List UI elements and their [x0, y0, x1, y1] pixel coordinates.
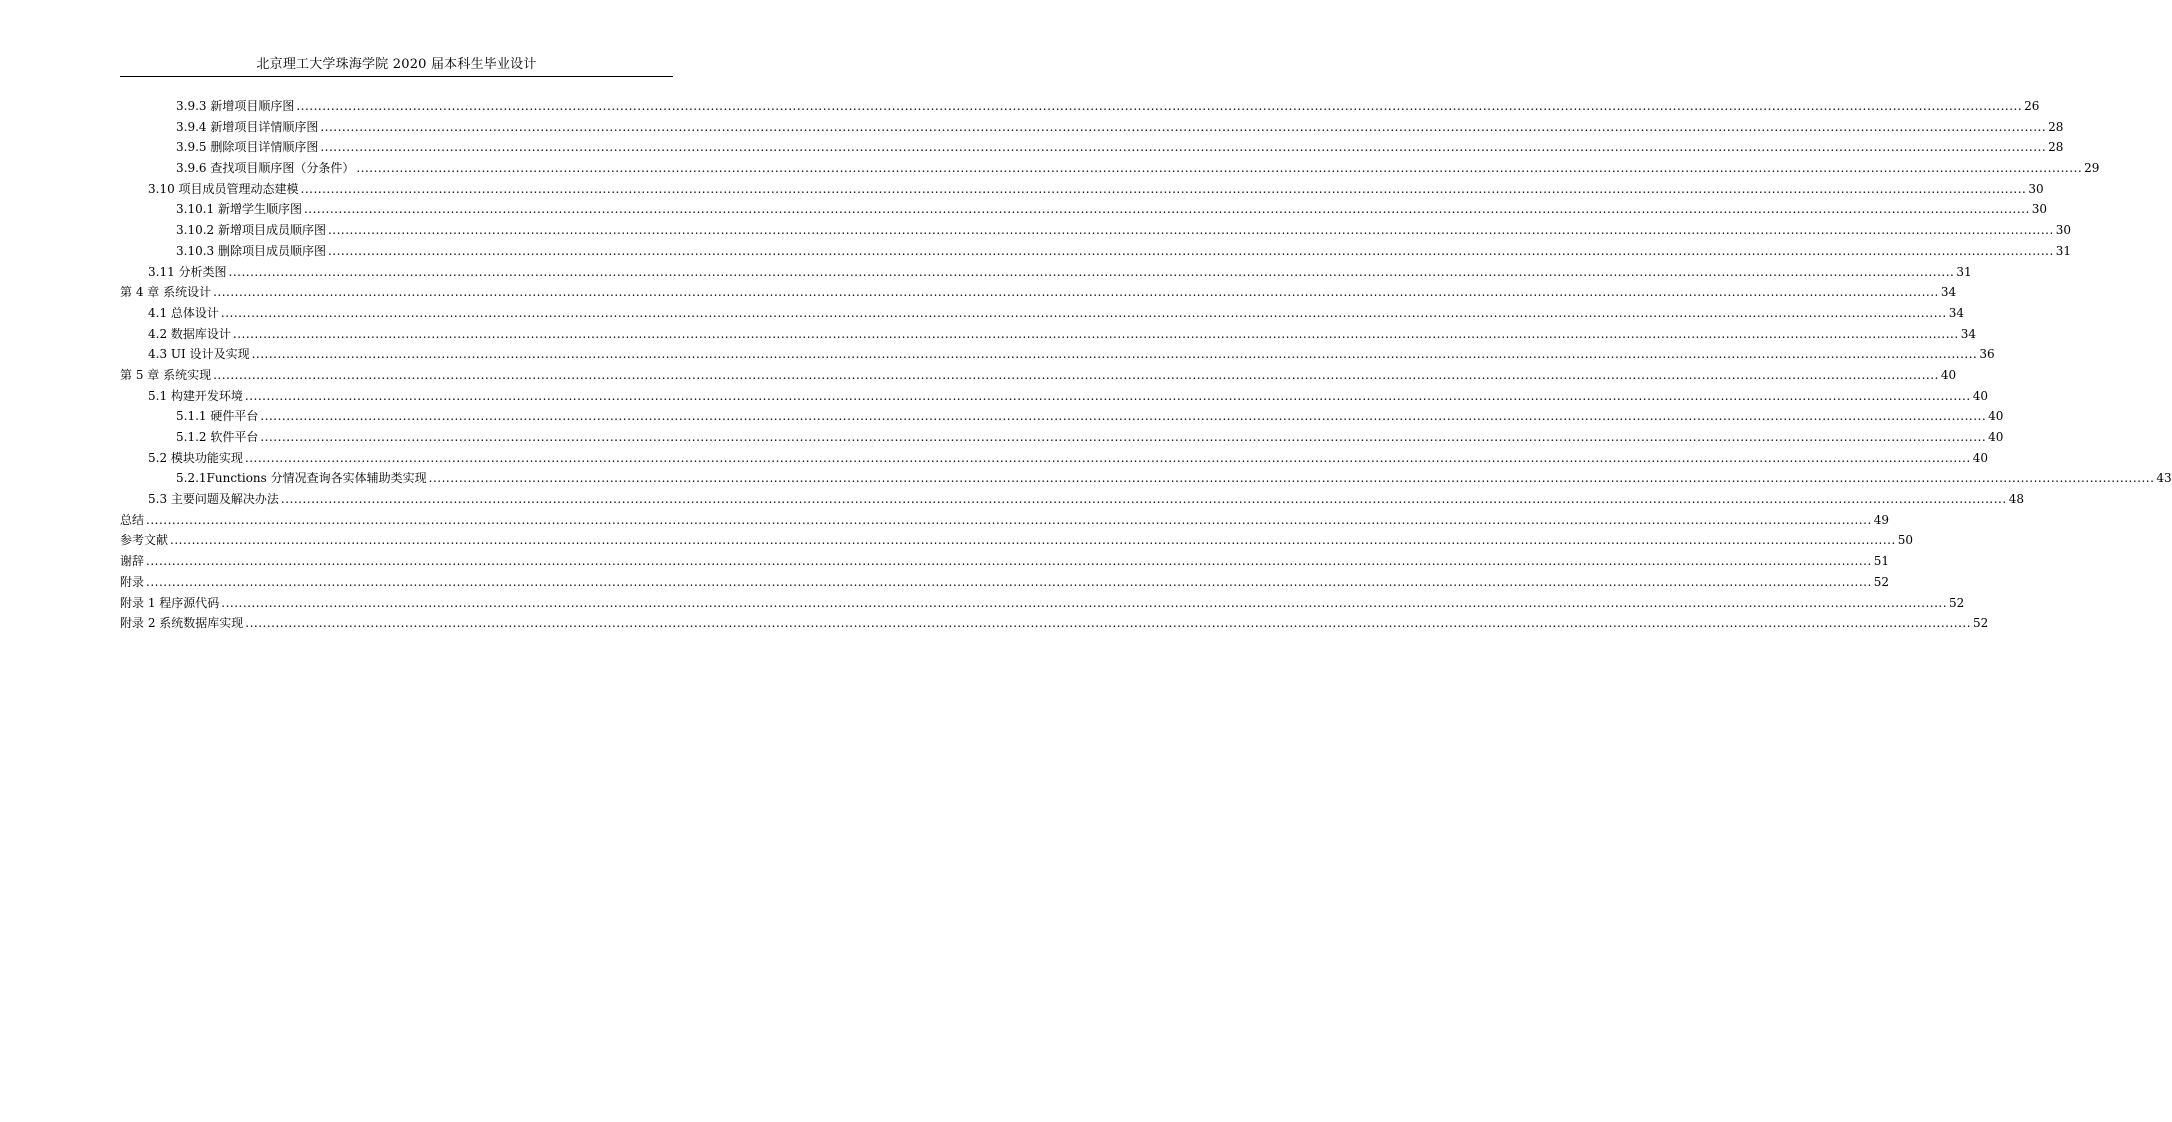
- toc-entry[interactable]: [120, 448, 1988, 469]
- toc-entry[interactable]: [120, 179, 2044, 200]
- toc-entry-page-number: 43: [2156, 471, 2172, 486]
- toc-entry-title: 第 5 章 系统实现: [120, 367, 212, 382]
- toc-entry[interactable]: [120, 199, 2048, 220]
- toc-entry-title: 参考文献: [120, 533, 169, 548]
- toc-entry-page-number: 31: [2055, 243, 2072, 258]
- toc-dot-leader: ................................................................................................................................................................................................................................................................................................................................................................................................................: [228, 264, 1955, 279]
- toc-dot-leader: ................................................................................................................................................................................................................................................................................................................................................................................................................: [232, 326, 1959, 341]
- toc-entry[interactable]: [120, 386, 1988, 407]
- toc-dot-leader: ................................................................................................................................................................................................................................................................................................................................................................................................................: [300, 181, 2027, 196]
- toc-dot-leader: ................................................................................................................................................................................................................................................................................................................................................................................................................: [245, 616, 1972, 631]
- toc-entry-page-number: 30: [2055, 223, 2072, 238]
- toc-dot-leader: ................................................................................................................................................................................................................................................................................................................................................................................................................: [251, 347, 1978, 362]
- toc-entry-page-number: 26: [2024, 99, 2040, 113]
- toc-entry[interactable]: [120, 158, 2100, 179]
- toc-entry-title: 3.10.2 新增项目成员顺序图: [176, 223, 326, 238]
- toc-entry-page-number: 28: [2048, 119, 2064, 134]
- toc-entry-title: 3.10.3 删除项目成员顺序图: [176, 243, 326, 258]
- toc-entry[interactable]: [120, 344, 1995, 365]
- toc-dot-leader: ................................................................................................................................................................................................................................................................................................................................................................................................................: [244, 388, 1971, 403]
- toc-entry-title: 总结: [120, 512, 145, 527]
- toc-entry[interactable]: [120, 572, 1890, 593]
- toc-entry-title: 3.9.4 新增项目详情顺序图: [176, 119, 319, 134]
- toc-dot-leader: ................................................................................................................................................................................................................................................................................................................................................................................................................: [260, 430, 1987, 444]
- toc-entry[interactable]: [120, 220, 2072, 241]
- toc-dot-leader: ................................................................................................................................................................................................................................................................................................................................................................................................................: [146, 554, 1872, 569]
- toc-dot-leader: ................................................................................................................................................................................................................................................................................................................................................................................................................: [280, 492, 2007, 507]
- toc-dot-leader: ................................................................................................................................................................................................................................................................................................................................................................................................................: [170, 533, 1896, 548]
- toc-entry[interactable]: [120, 117, 2064, 138]
- toc-entry-title: 附录 2 系统数据库实现: [120, 616, 244, 631]
- toc-entry-title: 5.1.2 软件平台: [176, 430, 259, 444]
- toc-entry-page-number: 52: [1973, 616, 1989, 631]
- toc-entry-page-number: 34: [1960, 326, 1976, 341]
- toc-dot-leader: ................................................................................................................................................................................................................................................................................................................................................................................................................: [428, 471, 2155, 486]
- toc-entry-title: 5.2.1Functions 分情况查询各实体辅助类实现: [176, 471, 427, 486]
- toc-entry-page-number: 28: [2048, 140, 2064, 155]
- page-header: 北京理工大学珠海学院 2020 届本科生毕业设计: [256, 57, 537, 72]
- toc-dot-leader: ................................................................................................................................................................................................................................................................................................................................................................................................................: [303, 202, 2030, 217]
- toc-entry-title: 3.9.3 新增项目顺序图: [176, 99, 295, 113]
- toc-entry-title: 4.2 数据库设计: [148, 326, 231, 341]
- toc-entry-page-number: 52: [1873, 574, 1890, 589]
- toc-entry[interactable]: [120, 530, 1914, 551]
- toc-entry-page-number: 40: [1972, 450, 1988, 465]
- toc-entry-page-number: 30: [2031, 202, 2048, 217]
- toc-entry-page-number: 34: [1948, 305, 1964, 320]
- toc-dot-leader: ................................................................................................................................................................................................................................................................................................................................................................................................................: [356, 161, 2083, 176]
- toc-entry-title: 附录: [120, 574, 145, 589]
- toc-entry[interactable]: [120, 303, 1964, 324]
- toc-entry-title: 3.11 分析类图: [148, 264, 227, 279]
- toc-entry[interactable]: [120, 489, 2024, 510]
- toc-dot-leader: ................................................................................................................................................................................................................................................................................................................................................................................................................: [213, 367, 1939, 382]
- toc-entry-title: 4.1 总体设计: [148, 305, 219, 320]
- toc-entry[interactable]: [120, 137, 2064, 158]
- toc-entry[interactable]: [120, 510, 1890, 531]
- toc-dot-leader: ................................................................................................................................................................................................................................................................................................................................................................................................................: [296, 99, 2023, 113]
- header-rule: [120, 76, 673, 77]
- toc-entry-page-number: 40: [1972, 388, 1988, 403]
- toc-entry[interactable]: [120, 593, 1965, 614]
- toc-entry[interactable]: [120, 324, 1976, 345]
- toc-entry-title: 3.9.6 查找项目顺序图（分条件）: [176, 161, 355, 176]
- toc-entry-title: 4.3 UI 设计及实现: [148, 347, 250, 362]
- toc-entry-title: 谢辞: [120, 554, 145, 569]
- toc-entry-title: 第 4 章 系统设计: [120, 285, 212, 300]
- toc-entry-page-number: 40: [1940, 367, 1957, 382]
- toc-entry-page-number: 40: [1988, 430, 2004, 444]
- toc-dot-leader: ................................................................................................................................................................................................................................................................................................................................................................................................................: [213, 285, 1939, 300]
- toc-entry[interactable]: [120, 365, 1957, 386]
- toc-entry-page-number: 50: [1897, 533, 1914, 548]
- toc-entry-title: 5.3 主要问题及解决办法: [148, 492, 279, 507]
- toc-entry-page-number: 29: [2084, 161, 2100, 176]
- toc-entry-page-number: 40: [1988, 409, 2004, 424]
- toc-entry-title: 3.10.1 新增学生顺序图: [176, 202, 302, 217]
- toc-dot-leader: ................................................................................................................................................................................................................................................................................................................................................................................................................: [260, 409, 1987, 424]
- toc-entry-page-number: 48: [2008, 492, 2024, 507]
- toc-entry-page-number: 49: [1873, 512, 1890, 527]
- toc-dot-leader: ................................................................................................................................................................................................................................................................................................................................................................................................................: [320, 140, 2047, 155]
- toc-dot-leader: ................................................................................................................................................................................................................................................................................................................................................................................................................: [146, 512, 1872, 527]
- toc-entry[interactable]: [120, 551, 1890, 572]
- toc-entry-title: 3.9.5 删除项目详情顺序图: [176, 140, 319, 155]
- toc-entry[interactable]: [120, 406, 2004, 427]
- toc-entry-page-number: 52: [1949, 595, 1965, 610]
- toc-entry[interactable]: [120, 468, 2172, 489]
- toc-dot-leader: ................................................................................................................................................................................................................................................................................................................................................................................................................: [327, 223, 2054, 238]
- toc-entry-page-number: 34: [1940, 285, 1957, 300]
- toc-entry-title: 5.2 模块功能实现: [148, 450, 243, 465]
- table-of-contents: [120, 96, 2172, 634]
- toc-entry-page-number: 51: [1873, 554, 1890, 569]
- toc-dot-leader: ................................................................................................................................................................................................................................................................................................................................................................................................................: [327, 243, 2054, 258]
- toc-dot-leader: ................................................................................................................................................................................................................................................................................................................................................................................................................: [221, 595, 1948, 610]
- toc-entry-title: 3.10 项目成员管理动态建模: [148, 181, 299, 196]
- toc-entry[interactable]: [120, 427, 2004, 448]
- toc-dot-leader: ................................................................................................................................................................................................................................................................................................................................................................................................................: [146, 574, 1872, 589]
- toc-entry-page-number: 31: [1956, 264, 1972, 279]
- toc-entry[interactable]: [120, 96, 2040, 117]
- toc-entry[interactable]: [120, 282, 1957, 303]
- toc-entry-title: 5.1 构建开发环境: [148, 388, 243, 403]
- toc-entry[interactable]: [120, 613, 1989, 634]
- toc-entry-title: 5.1.1 硬件平台: [176, 409, 259, 424]
- toc-entry-page-number: 30: [2028, 181, 2044, 196]
- toc-entry[interactable]: [120, 262, 1972, 283]
- toc-entry-page-number: 36: [1979, 347, 1995, 362]
- toc-entry[interactable]: [120, 241, 2072, 262]
- toc-dot-leader: ................................................................................................................................................................................................................................................................................................................................................................................................................: [320, 119, 2047, 134]
- toc-dot-leader: ................................................................................................................................................................................................................................................................................................................................................................................................................: [220, 305, 1947, 320]
- toc-entry-title: 附录 1 程序源代码: [120, 595, 220, 610]
- toc-dot-leader: ................................................................................................................................................................................................................................................................................................................................................................................................................: [244, 450, 1971, 465]
